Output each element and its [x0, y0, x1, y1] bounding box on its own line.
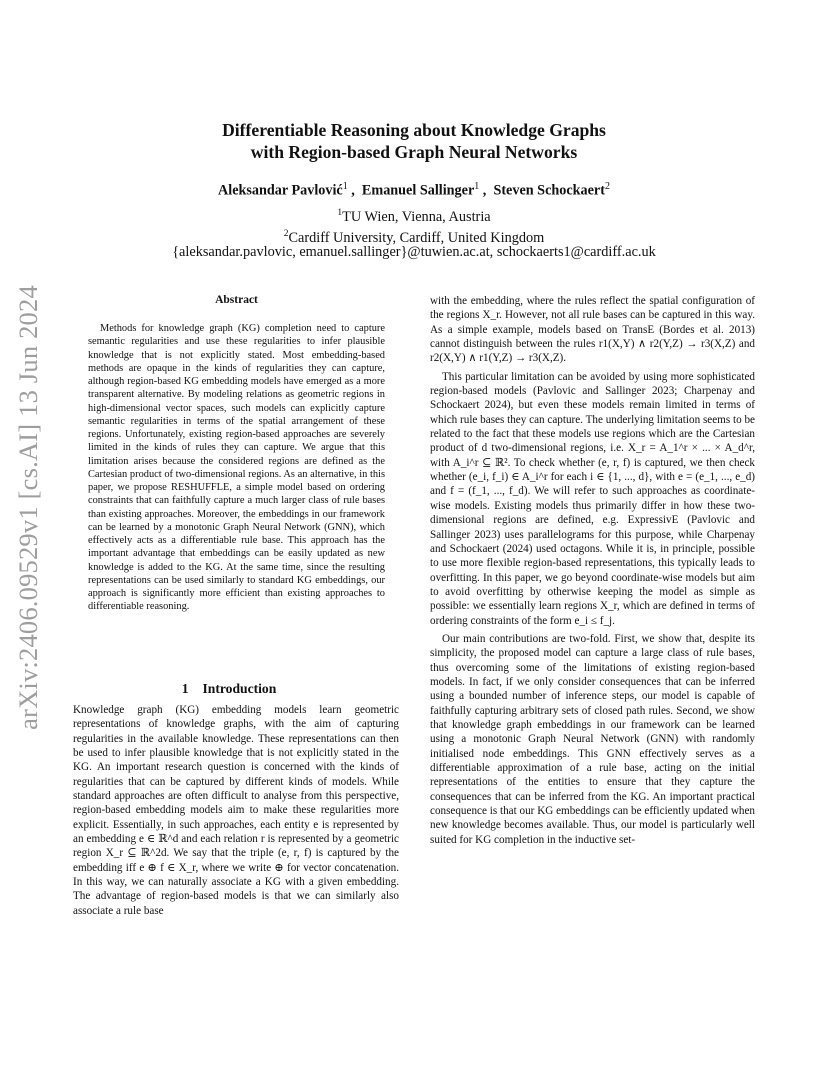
abstract-text: Methods for knowledge graph (KG) completion need to capture semantic regularities and use these regularities to infer plausible knowledge that is not explicitly stated. Most embedding-based methods are opaque in the kinds of regularities they can capture, although region-based KG embedding models have emerged as a more transparent alternative. By modeling relations as geometric regions in high-dimensional vector spaces, such models can explicitly capture semantic regularities in terms of the spatial arrangement of these regions. Unfortunately, existing region-based approaches are severely limited in the kinds of rules they can capture. We argue that this limitation arises because the considered regions are defined as the Cartesian product of two-dimensional regions. As an alternative, in this paper, we propose RESHUFFLE, a simple model based on ordering constraints that can faithfully capture a much larger class of rule bases than existing approaches. Moreover, the embeddings in our framework can be learned by a monotonic Graph Neural Network (GNN), which effectively acts as a differentiable rule base. This approach has the important advantage that embeddings can be easily updated as new knowledge is added to the KG. At the same time, since the resulting representations can be used similarly to standard KG embeddings, our approach is significantly more efficient than existing approaches to differentiable reasoning.: [88, 323, 385, 613]
affiliation-line: [0, 205, 828, 226]
affil-text: Cardiff University, Cardiff, United Kingdom: [288, 230, 545, 247]
affil-text: TU Wien, Vienna, Austria: [342, 208, 491, 225]
abstract-heading: Abstract: [215, 294, 258, 306]
body-paragraph: Our main contributions are two-fold. First, we show that, despite its simplicity, the proposed model can capture a large class of rule bases, thus overcoming some of the limitations of existing region-based models. In fact, if we only consider consequences that can be inferred using a bounded number of inference steps, our model is capable of faithfully capturing arbitrary sets of closed path rules. Second, we show that knowledge graph embeddings in our framework can be learned using a monotonic Graph Neural Network (GNN) with randomly initialised node embeddings. This GNN effectively serves as a differentiable approximation of a rule base, acting on the initial representations of the entities to ensure that they capture the consequences that can be inferred from the KG. An important practical consequence is that our KG embeddings can be efficiently updated when new knowledge becomes available. Thus, our model is particularly well suited for KG completion in the inductive set-: [430, 632, 755, 846]
section-title: Introduction: [202, 681, 277, 696]
paper-title: [0, 120, 828, 163]
section-heading: [73, 681, 399, 697]
right-column: [430, 294, 755, 847]
author-affil-mark: 1: [342, 181, 348, 192]
arxiv-stamp-text: arXiv:2406.09529v1 [cs.AI] 13 Jun 2024: [12, 284, 43, 730]
body-paragraph: This particular limitation can be avoided by using more sophisticated region-based models (Pavlovic and Sallinger 2023; Charpenay and Schockaert 2024), but even these models remain limited in terms of which rule bases they can capture. The underlying limitation seems to be related to the fact that these models use regions which are the Cartesian product of d two-dimensional regions, i.e. X_r = A_1^r × ... × A_d^r, with A_i^r ⊆ ℝ². To check whether (e, r, f) is captured, we then check whether (e_i, f_i) ∈ A_i^r for each i ∈ {1, ..., d}, with e = (e_1, ..., e_d) and f = (f_1, ..., f_d). We will refer to such approaches as coordinate-wise models. Existing models thus primarily differ in how these two-dimensional regions are defined, e.g. ExpressivE (Pavlovic and Sallinger 2023) uses parallelograms for this purpose, while Charpenay and Schockaert (2024) used octagons. While it is, in principle, possible to use more flexible region-based representations, this typically leads to overfitting. In this paper, we go beyond coordinate-wise models but aim to avoid overfitting by otherwise keeping the model as simple as possible: we essentially learn regions X_r, which are defined in terms of ordering constraints of the form e_i ≤ f_j.: [430, 370, 755, 627]
arxiv-stamp: [2, 268, 54, 746]
author-emails: {aleksandar.pavlovic, emanuel.sallinger}@tuwien.ac.at, schockaerts1@cardiff.ac.uk: [172, 244, 656, 260]
affil-mark: 2: [283, 229, 289, 240]
intro-column: [73, 703, 399, 918]
section-number: 1: [181, 681, 189, 696]
title-line-1: Differentiable Reasoning about Knowledge Graphs: [222, 120, 606, 140]
author-list: Aleksandar Pavlović$^1$ , Emanuel Sallinger$^1$ , Steven Schockaert$^2$: [218, 181, 610, 199]
author-affil-mark: 1: [474, 181, 480, 192]
affiliations: [0, 205, 828, 248]
author-affil-mark: 2: [604, 181, 610, 192]
body-paragraph: with the embedding, where the rules reflect the spatial configuration of the regions X_r. However, not all rule bases can be captured in this way. As a simple example, models based on TransE (Bordes et al. 2013) cannot distinguish between the rules r1(X,Y) ∧ r2(Y,Z) → r3(X,Z) and r2(X,Y) ∧ r1(Y,Z) → r3(X,Z).: [430, 295, 755, 365]
affil-mark: 1: [337, 208, 343, 218]
author-name: Emanuel Sallinger: [361, 182, 475, 199]
title-line-2: with Region-based Graph Neural Networks: [250, 141, 578, 162]
intro-paragraph: Knowledge graph (KG) embedding models learn geometric representations of knowledge graphs, with the aim of capturing regularities in the available knowledge. These representations can then be used to infer plausible knowledge that is not explicitly stated in the KG. An important research question is concerned with the kinds of regularities that can be captured by different kinds of models. While standard approaches are often difficult to analyse from this perspective, region-based embedding models aim to make these regularities more explicit. Essentially, in such approaches, each entity e is represented by an embedding e ∈ ℝ^d and each relation r is represented by a geometric region X_r ⊆ ℝ^2d. We say that the triple (e, r, f) is captured by the embedding iff e ⊕ f ∈ X_r, where we write ⊕ for vector concatenation. In this way, we can naturally associate a KG with a given embedding. The advantage of region-based models is that we can similarly also associate a rule base: [73, 704, 399, 917]
abstract-body: [88, 322, 385, 614]
author-name: Aleksandar Pavlović: [218, 182, 343, 199]
author-name: Steven Schockaert: [493, 182, 605, 199]
